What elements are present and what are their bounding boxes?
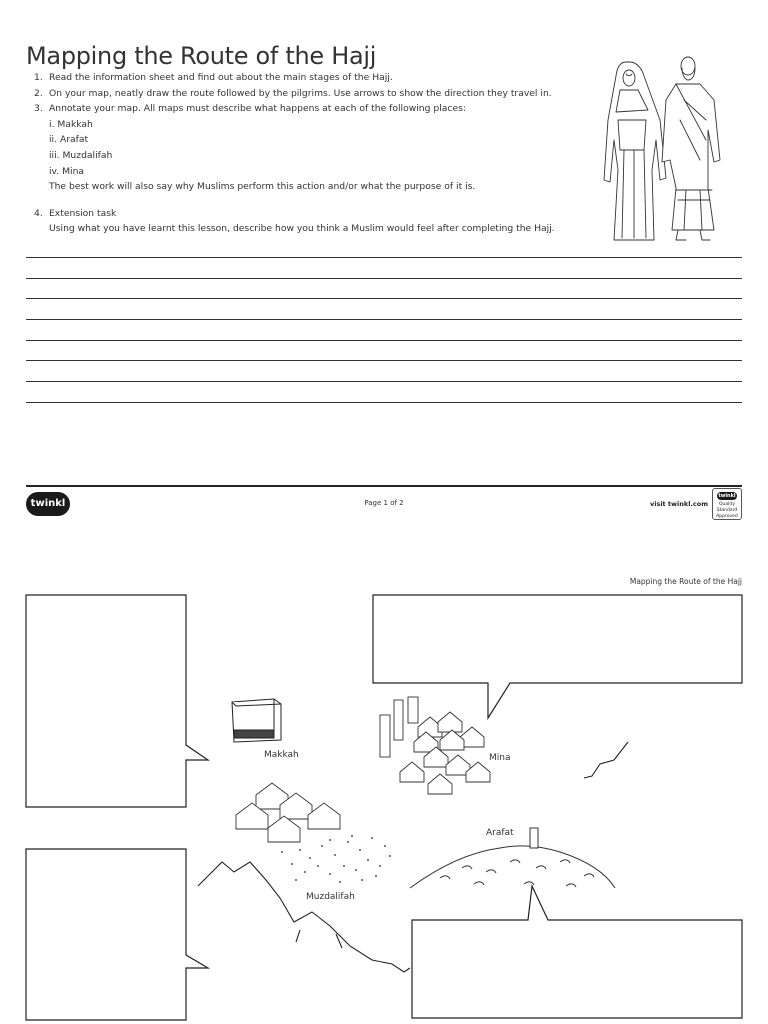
annotation-box-bottom-left — [26, 849, 208, 1020]
badge-logo: twinkl — [718, 493, 736, 499]
place-muzdalifah: iii. Muzdalifah — [49, 149, 113, 161]
badge-text: Quality Standard Approved — [716, 502, 738, 519]
page-number: Page 1 of 2 — [364, 499, 404, 507]
task-text: Annotate your map. All maps must describe what happens at each of the following places: — [49, 103, 466, 115]
place-arafat: ii. Arafat — [49, 134, 89, 146]
label-mina: Mina — [489, 753, 511, 763]
mina-tents-icon — [380, 697, 490, 794]
task-number: 2. — [34, 87, 43, 99]
label-arafat: Arafat — [486, 828, 514, 838]
annotation-box-bottom-right — [412, 886, 742, 1018]
task-detail: Using what you have learnt this lesson, describe how you think a Muslim would feel after completing the Hajj. — [49, 223, 555, 235]
task-note: The best work will also say why Muslims perform this action and/or what the purpose of it is. — [49, 181, 476, 193]
annotation-box-top-left — [26, 595, 208, 807]
muzdalifah-tents-icon — [236, 783, 340, 842]
task-number: 1. — [34, 72, 43, 83]
visit-link[interactable]: visit twinkl.com — [649, 500, 708, 508]
task-text: Extension task — [49, 207, 117, 219]
task-text: On your map, neatly draw the route followed by the pilgrims. Use arrows to show the direction they travel in. — [49, 87, 552, 99]
task-text: Read the information sheet and find out about the main stages of the Hajj. — [49, 72, 393, 83]
task-number: 3. — [34, 103, 43, 115]
label-makkah: Makkah — [264, 750, 299, 760]
page-title: Mapping the Route of the Hajj — [26, 42, 377, 71]
label-muzdalifah: Muzdalifah — [306, 892, 355, 902]
place-mina: iv. Mina — [49, 165, 85, 177]
task-number: 4. — [34, 207, 43, 219]
annotation-box-top-right — [373, 595, 742, 718]
place-makkah: i. Makkah — [49, 118, 93, 130]
kaaba-icon — [232, 699, 281, 742]
mountains-icon — [198, 862, 410, 972]
twinkl-logo: twinkl — [26, 492, 70, 516]
page2-header: Mapping the Route of the Hajj — [629, 577, 742, 586]
